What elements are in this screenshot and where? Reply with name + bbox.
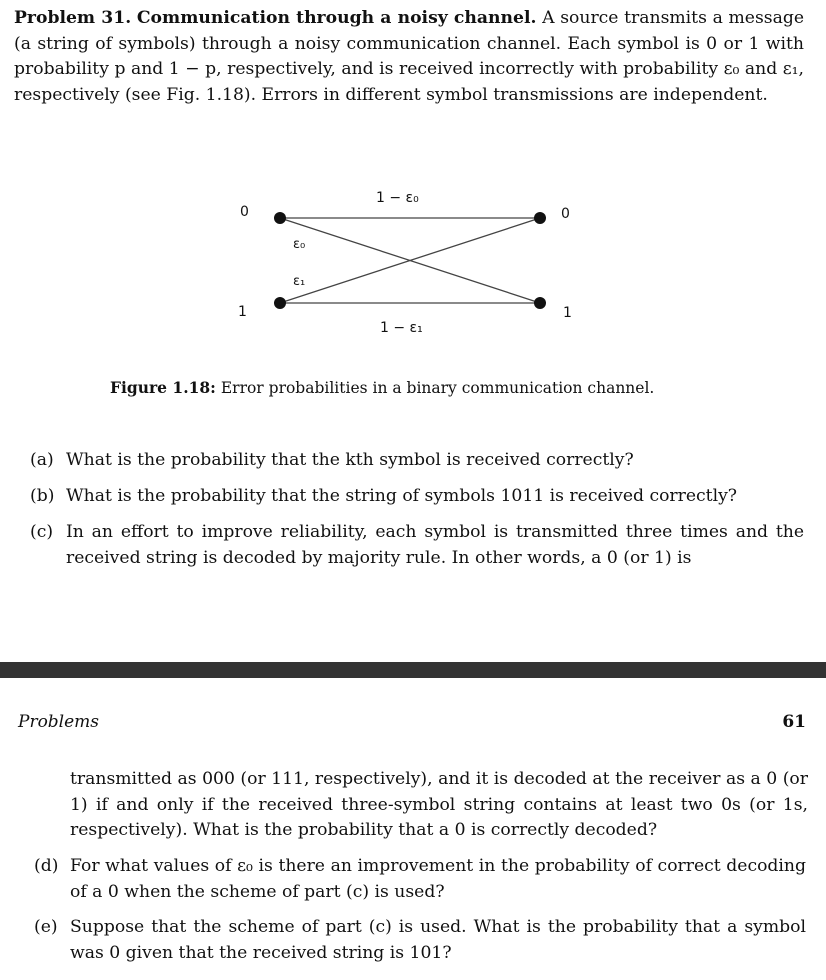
list-item-e <box>34 915 806 966</box>
running-head: Problems <box>18 712 100 732</box>
caption-text: Error probabilities in a binary communication channel. <box>220 379 655 397</box>
label-right-1: 1 <box>563 305 572 321</box>
item-text: What is the probability that the string of symbols 1011 is received correctly? <box>66 486 737 506</box>
label-top-edge: 1 − ε₀ <box>376 190 419 206</box>
label-cross-up: ε₁ <box>293 274 306 289</box>
label-right-0: 0 <box>561 206 570 222</box>
label-left-0: 0 <box>240 204 249 220</box>
item-text: What is the probability that the kth symbol is received correctly? <box>66 450 634 470</box>
label-left-1: 1 <box>238 304 247 320</box>
item-text: In an effort to improve reliability, each symbol is transmitted three times and the received string is decoded by majority rule. In other words, a 0 (or 1) is <box>66 522 804 568</box>
node-right-1 <box>534 297 546 309</box>
item-label: (b) <box>30 486 55 506</box>
item-label: (c) <box>30 522 54 542</box>
item-text: For what values of ε₀ is there an improvement in the probability of correct decoding of a 0 when the scheme of part (c) is used? <box>70 856 806 902</box>
page-divider <box>0 662 826 678</box>
label-cross-down: ε₀ <box>293 237 306 252</box>
list-item-a <box>30 448 806 474</box>
item-label: (a) <box>30 450 54 470</box>
page-number: 61 <box>782 712 806 732</box>
caption-label: Figure 1.18: <box>110 378 216 397</box>
label-bottom-edge: 1 − ε₁ <box>380 320 423 336</box>
channel-diagram <box>0 170 826 370</box>
list-item-c <box>30 520 804 571</box>
problem-heading: Problem 31. <box>14 8 132 28</box>
figure-caption <box>110 378 750 397</box>
node-left-0 <box>274 212 286 224</box>
item-text: Suppose that the scheme of part (c) is used. What is the probability that a symbol was 0 given that the received string is 101? <box>70 917 806 963</box>
list-item-b <box>30 484 806 510</box>
node-right-0 <box>534 212 546 224</box>
problem-body: A source transmits a message (a string of symbols) through a noisy communication channel. Each symbol is 0 or 1 with probability p and 1 − p, respectively, and is received incorrectly with probability ε₀ and ε₁, respectively (see Fig. 1.18). Errors in different symbol transmissions are independent. <box>14 8 805 105</box>
problem-statement <box>14 6 804 108</box>
item-label: (e) <box>34 917 58 937</box>
continuation-text: transmitted as 000 (or 111, respectively), and it is decoded at the receiver as a 0 (or 1) if and only if the received three-symbol string contains at least two 0s (or 1s, respectively). What is the probability that a 0 is correctly decoded? <box>70 769 808 840</box>
item-label: (d) <box>34 856 59 876</box>
problem-title: Communication through a noisy channel. <box>136 8 537 28</box>
list-item-d <box>34 854 806 905</box>
node-left-1 <box>274 297 286 309</box>
